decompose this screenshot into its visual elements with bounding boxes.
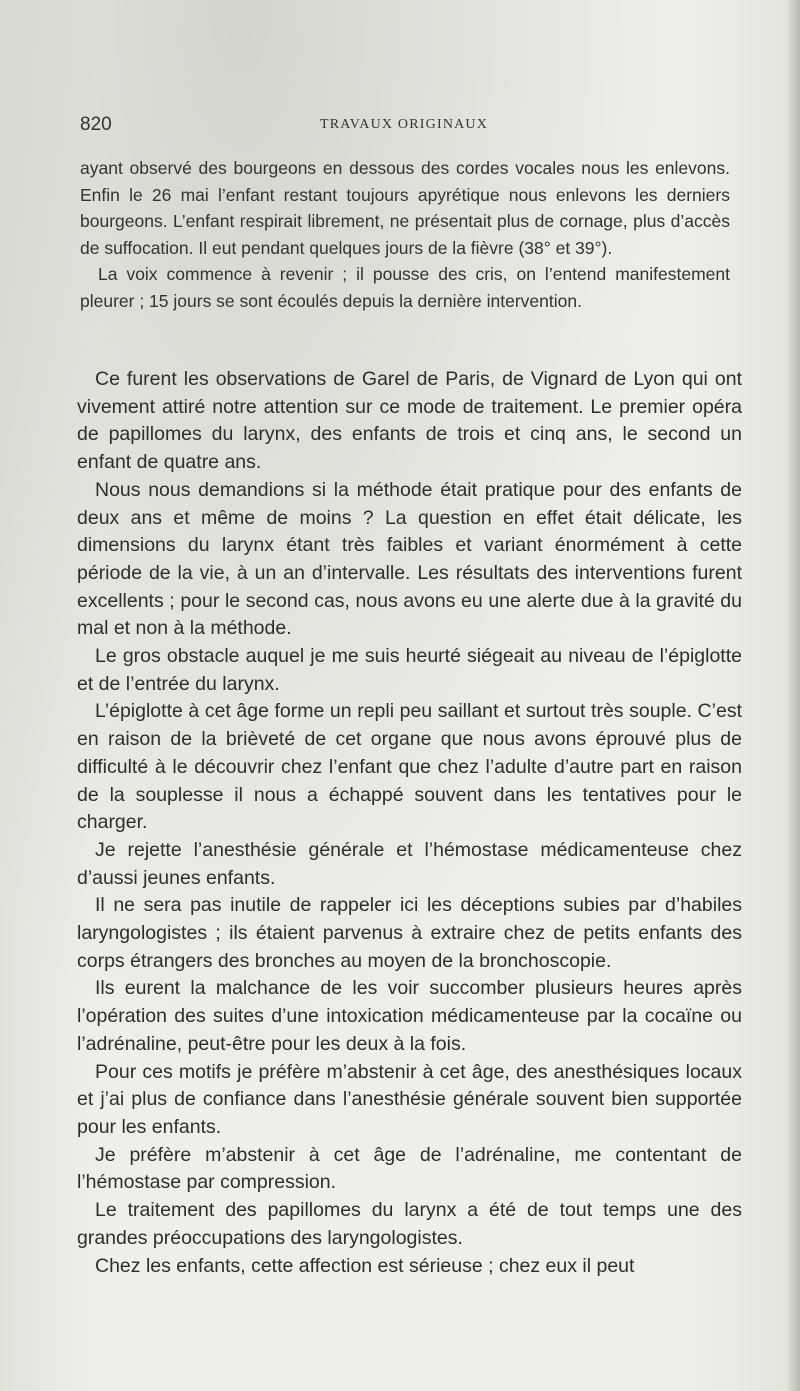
paragraph: Nous nous demandions si la méthode était pratique pour des enfants de deux ans et même de moins ? La question en effet était délicate, les dimensions du larynx étant très faibles et variant énormément à cette période de la vie, à un an d’intervalle. Les résultats des interventions furent excellents ; pour le second cas, nous avons eu une alerte due à la gravité du mal et non à la méthode.	[77, 478, 742, 640]
paragraph: L’épiglotte à cet âge forme un repli peu saillant et surtout très souple. C’est en raison de la brièveté de cet organe que nous avons éprouvé plus de difficulté à le découvrir chez l’enfant que chez l’adulte d’autre part en raison de la souplesse il nous a échappé souvent dans les tentatives pour le charger.	[77, 700, 742, 834]
page-number: 820	[80, 114, 112, 135]
paragraph: Chez les enfants, cette affection est sérieuse ; chez eux il peut	[95, 1254, 635, 1277]
paragraph: Le traitement des papillomes du larynx a été de tout temps une des grandes préoccupations des laryngologistes.	[77, 1199, 742, 1249]
paragraph: La voix commence à revenir ; il pousse des cris, on l’entend manifestement pleurer ; 15 jours se sont écoulés depuis la dernière intervention.	[80, 264, 730, 311]
running-head: TRAVAUX ORIGINAUX	[320, 117, 489, 132]
page-edge-shadow	[786, 0, 800, 1391]
paragraph: Pour ces motifs je préfère m’abstenir à cet âge, des anesthésiques locaux et j’ai plus de confiance dans l’anesthésie générale souvent bien supportée pour les enfants.	[77, 1060, 742, 1138]
paragraph: Le gros obstacle auquel je me suis heurté siégeait au niveau de l’épiglotte et de l’entrée du larynx.	[77, 645, 742, 695]
paragraph: Je préfère m’abstenir à cet âge de l’adrénaline, me contentant de l’hémostase par compression.	[77, 1143, 742, 1194]
observation-text-block	[80, 155, 730, 314]
page-header	[80, 114, 720, 138]
main-text-block	[77, 366, 742, 1280]
paragraph: Ce furent les observations de Garel de Paris, de Vignard de Lyon qui ont vivement attiré notre attention sur ce mode de traitement. Le premier opéra de papillomes du larynx, des enfants de trois et cinq ans, le second un enfant de quatre ans.	[77, 368, 742, 474]
paragraph: Je rejette l’anesthésie générale et l’hémostase médicamenteuse chez d’aussi jeunes enfants.	[77, 838, 742, 889]
paragraph: ayant observé des bourgeons en dessous des cordes vocales nous les enlevons. Enfin le 26 mai l’enfant restant toujours apyrétique nous enlevons les derniers bourgeons. L’enfant respirait librement, ne présentait plus de cornage, plus d’accès de suffocation. Il eut pendant quelques jours de la fièvre (38° et 39°).	[80, 158, 730, 258]
paragraph: Ils eurent la malchance de les voir succomber plusieurs heures après l’opération des suites d’une intoxication médicamenteuse par la cocaïne ou l’adrénaline, peut-être pour les deux à la fois.	[77, 977, 742, 1055]
paragraph: Il ne sera pas inutile de rappeler ici les déceptions subies par d’habiles laryngologistes ; ils étaient parvenus à extraire chez de petits enfants des corps étrangers des bronches au moyen de la bronchoscopie.	[77, 894, 742, 972]
